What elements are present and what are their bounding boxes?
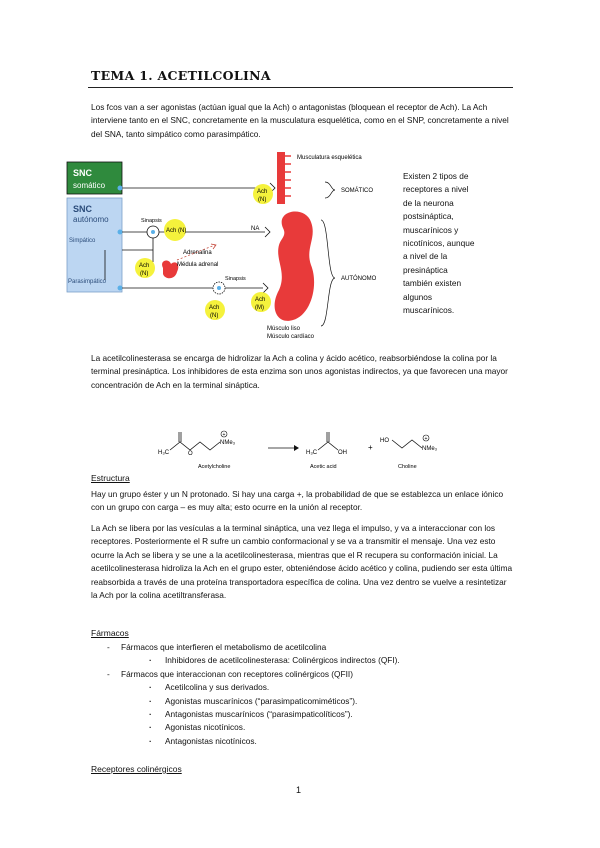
estructura-heading: Estructura xyxy=(91,473,130,483)
somatico-label: SOMÁTICO xyxy=(341,188,374,194)
ach-n-top-1: Ach xyxy=(257,189,268,195)
snc-somatico-line2: somático xyxy=(73,181,106,190)
nme3-2: NMe₃ xyxy=(422,446,438,452)
estructura-paragraph-1: Hay un grupo éster y un N protonado. Si hay una carga +, la probabilidad de que se establezca un enlace iónico con un grupo con carga – es muy alta; esto ocurre en la unión al receptor. xyxy=(91,489,504,513)
simpatico-label: Simpático xyxy=(69,238,96,244)
acetylcholine-label: Acetylcholine xyxy=(198,464,231,470)
smooth-cardiac-muscle xyxy=(275,212,315,321)
ach-m-1: Ach xyxy=(255,297,266,303)
sinapsis2-label: Sinapsis xyxy=(225,276,246,282)
skeletal-muscle xyxy=(277,152,285,204)
musculo-liso-label: Músculo liso xyxy=(267,326,301,332)
farmacos-heading: Fármacos xyxy=(91,628,129,638)
intro-paragraph: Los fcos van a ser agonistas (actúan igual que la Ach) o antagonistas (bloquean el receptor de Ach). La Ach interviene tanto en el SNC, concretamente en la musculatura esquelética, como en el SNP, concretamente a nivel del SNA, tanto simpático como parasimpático. xyxy=(91,102,509,139)
snc-autonomo-line1: SNC xyxy=(73,204,93,214)
title-rule xyxy=(88,87,513,88)
list-item: · Agonistas nicotínicos. xyxy=(121,721,400,734)
autonomo-label: AUTÓNOMO xyxy=(341,276,377,282)
parasimpatico-label: Parasimpático xyxy=(68,279,107,285)
svg-text:+: + xyxy=(424,436,428,442)
page-number: 1 xyxy=(296,785,302,795)
snc-autonomo-line2: autónomo xyxy=(73,215,109,224)
adrenalina-label: Adrenalina xyxy=(183,250,212,256)
farmacos-group-1-label: Fármacos que interfieren el metabolismo de acetilcolina xyxy=(121,642,327,652)
h3c-1: H₃C xyxy=(158,450,170,456)
list-item xyxy=(91,641,400,668)
list-item: · Antagonistas nicotínicos. xyxy=(121,735,400,748)
plus-sign: + xyxy=(368,443,373,452)
hydrolysis-reaction xyxy=(158,420,458,475)
cholinergic-diagram xyxy=(65,150,405,345)
farmacos-group-2-label: Fármacos que interaccionan con receptores colinérgicos (QFII) xyxy=(121,668,353,679)
nme3-1: NMe₃ xyxy=(220,440,236,446)
farmacos-list xyxy=(91,641,400,748)
ach-n-mid: Ach (N) xyxy=(166,228,187,234)
list-item: · Antagonistas muscarínicos (“parasimpaticolíticos”). xyxy=(121,708,400,721)
musculo-cardiaco-label: Músculo cardíaco xyxy=(267,334,315,340)
list-item xyxy=(91,668,400,748)
ho-label: HO xyxy=(380,438,389,444)
ach-n-left-2: (N) xyxy=(140,271,149,277)
acetic-label: Acetic acid xyxy=(310,464,337,470)
ach-n-left-1: Ach xyxy=(139,263,150,269)
ach-n-top-2: (N) xyxy=(258,197,267,203)
ach-m-2: (M) xyxy=(255,305,264,311)
musculatura-label: Musculatura esquelética xyxy=(297,155,362,161)
list-item: · Agonistas muscarínicos (“parasimpaticomiméticos”). xyxy=(121,695,400,708)
list-item: · Inhibidores de acetilcolinesterasa: Colinérgicos indirectos (QFI). xyxy=(121,654,400,667)
oh-label: OH xyxy=(338,450,347,456)
choline-label: Choline xyxy=(398,464,417,470)
adrenal-gland xyxy=(162,261,178,279)
receptor-types-note: Existen 2 tipos de receptores a nivel de la neurona postsináptica, muscarínicos y nicotínicos, aunque a nivel de la presináptica también existen algunos muscarínicos. xyxy=(403,171,475,316)
parasympathetic-node xyxy=(118,286,123,291)
somatic-node xyxy=(118,186,123,191)
svg-text:+: + xyxy=(222,432,226,438)
snc-somatico-line1: SNC xyxy=(73,168,93,178)
h3c-2: H₃C xyxy=(306,450,318,456)
sympathetic-node xyxy=(118,230,123,235)
o-label: O xyxy=(188,451,193,457)
na-label: NA xyxy=(251,226,260,232)
list-item: · Acetilcolina y sus derivados. xyxy=(121,681,400,694)
ach-n-bottom-1: Ach xyxy=(209,305,220,311)
acetilcolinesterasa-paragraph: La acetilcolinesterasa se encarga de hidrolizar la Ach a colina y ácido acético, reabsorbiéndose la colina por la terminal presináptica. Los inhibidores de esta enzima son unos agonistas indirectos, ya que favorecen una mayor concentración de Ach en la terminal sináptica. xyxy=(91,353,508,390)
medula-label: Médula adrenal xyxy=(177,262,219,268)
page-title: TEMA 1. ACETILCOLINA xyxy=(91,68,271,83)
estructura-paragraph-2: La Ach se libera por las vesículas a la terminal sináptica, una vez llega el impulso, y va a interaccionar con los receptores. Posteriormente el R sufre un cambio conformacional y se va a transmitir el mensaje. Una vez esto ocurre la Ach se libera y se une a la acetilcolinesterasa, mientras que el R recupera su conformación inicial. La acetilcolinesterasa hidroliza la Ach en el grupo ester, obteniéndose ácido acético y colina, pudiendo ser esta última reabsorbida a través de una proteína transportadora específica de colina. Una vez dentro se vuelve a resintetizar la Ach por la colina acetiltransferasa. xyxy=(91,523,513,601)
ach-n-bottom-2: (N) xyxy=(210,313,219,319)
sinapsis1-label: Sinapsis xyxy=(141,218,162,224)
receptores-heading: Receptores colinérgicos xyxy=(91,764,182,774)
